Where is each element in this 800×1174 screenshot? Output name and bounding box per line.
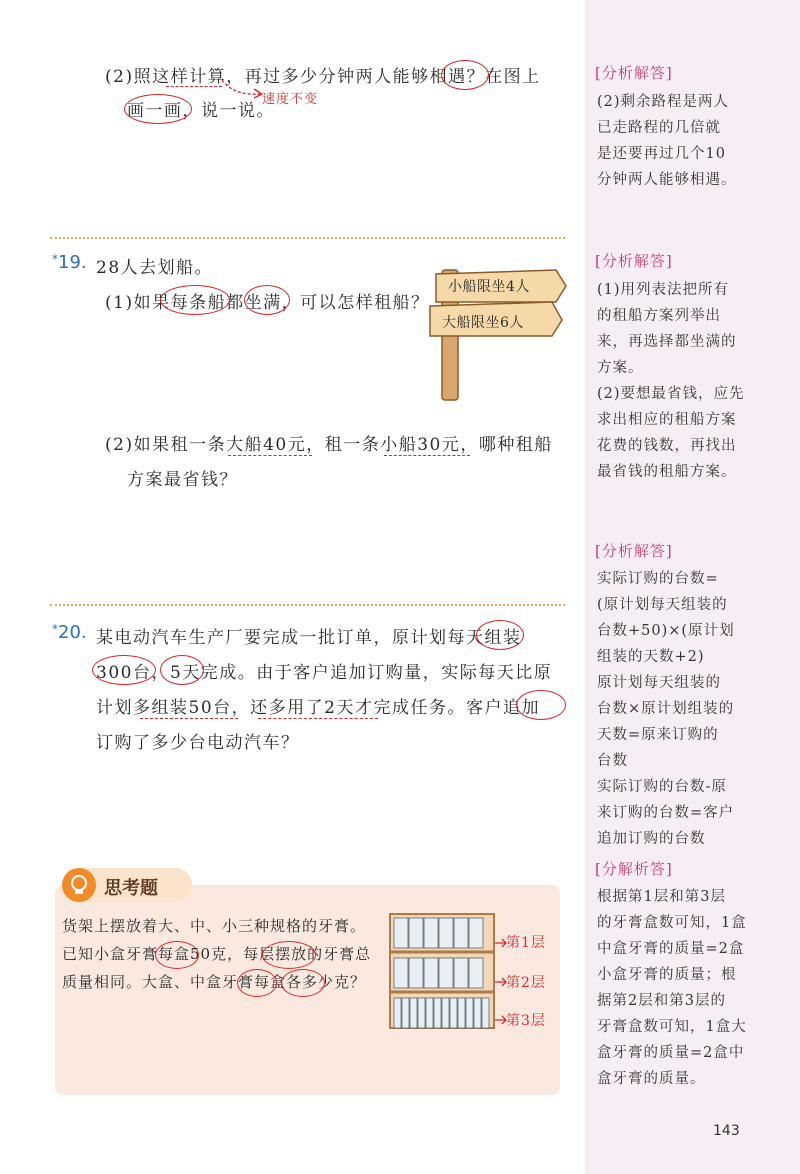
toothpaste-box <box>410 998 417 1028</box>
shelf-label-1: 第1层 <box>506 935 546 951</box>
toothpaste-box <box>434 998 441 1028</box>
sidebar-heading-2: [分析解答] <box>595 252 673 270</box>
question-19-part2-line1: (2)如果租一条大船40元，租一条小船30元，哪种租船 <box>105 435 553 455</box>
question-20-number: *20. <box>52 622 87 643</box>
question-20-line4: 订购了多少台电动汽车？ <box>96 733 300 753</box>
toothpaste-shelf-illustration <box>388 912 498 1032</box>
toothpaste-box <box>409 958 423 988</box>
circle-big-box <box>237 969 277 997</box>
toothpaste-box <box>474 998 481 1028</box>
toothpaste-box <box>394 918 408 948</box>
toothpaste-box <box>482 998 489 1028</box>
lightbulb-icon <box>62 868 96 902</box>
question-19-number: *19. <box>52 252 87 273</box>
circle-300 <box>92 655 156 685</box>
underline-calc <box>166 82 222 87</box>
toothpaste-box <box>424 918 438 948</box>
toothpaste-box <box>469 958 483 988</box>
toothpaste-box <box>466 998 473 1028</box>
sign-small-boat: 小船限坐4人 <box>448 279 530 295</box>
underline-small-boat <box>384 451 470 456</box>
thinking-text: 货架上摆放着大、中、小三种规格的牙膏。已知小盒牙膏每盒50克，每层摆放的牙膏总质量相同。大盒、中盒牙膏每盒各多少克？ <box>62 917 372 991</box>
toothpaste-box <box>394 958 408 988</box>
circle-meet <box>441 60 489 90</box>
toothpaste-box <box>394 998 401 1028</box>
circle-50g <box>262 941 316 969</box>
sidebar-text-2: (1)用列表法把所有 的租船方案列举出 来，再选择都坐满的 方案。 (2)要想最省钱，应先 求出相应的租船方案 花费的钱数，再找出 最省钱的租船方案。 <box>597 282 745 480</box>
shelf-arrows <box>494 936 508 1026</box>
sidebar-heading-1: [分析解答] <box>595 64 673 82</box>
circle-add <box>516 690 566 720</box>
thinking-title: 思考题 <box>104 878 158 899</box>
underline-big-boat <box>228 451 312 456</box>
toothpaste-box <box>442 998 449 1028</box>
annotation-speed: 速度不变 <box>262 92 319 107</box>
circle-full <box>244 285 290 315</box>
toothpaste-box <box>469 918 483 948</box>
annotation-arrow <box>220 78 266 100</box>
sidebar-heading-4: [分解析答] <box>595 860 673 878</box>
sidebar-text-1: (2)剩余路程是两人 已走路程的几倍就 是还要再过几个10 分钟两人能够相遇。 <box>597 94 737 188</box>
section-divider-2 <box>50 604 565 606</box>
toothpaste-box <box>424 958 438 988</box>
circle-each-boat <box>160 285 230 315</box>
sidebar-heading-3: [分析解答] <box>595 542 673 560</box>
circle-5days <box>160 655 204 685</box>
section-divider-1 <box>50 237 565 239</box>
sidebar-text-4: 根据第1层和第3层 的牙膏盒数可知，1盒 中盒牙膏的质量=2盒 小盒牙膏的质量；根 据第2层和第3层的 牙膏盒数可知，1盒大 盒牙膏的质量=2盒中 盒牙膏的质量。 <box>597 889 747 1087</box>
shelf-label-2: 第2层 <box>506 975 546 991</box>
prev-question-line1: (2)照这样计算，再过多少分钟两人能够相遇？在图上 <box>105 67 541 87</box>
question-20-line1: 某电动汽车生产厂要完成一批订单，原计划每天组装 <box>96 628 522 648</box>
toothpaste-box <box>402 998 409 1028</box>
question-19-title: 28人去划船。 <box>96 258 214 278</box>
underline-more-50 <box>140 714 238 719</box>
toothpaste-box <box>454 958 468 988</box>
toothpaste-box <box>458 998 465 1028</box>
toothpaste-box <box>426 998 433 1028</box>
circle-small-box <box>155 941 199 969</box>
toothpaste-box <box>439 958 453 988</box>
question-19-part1: (1)如果每条船都坐满，可以怎样租船？ <box>105 293 430 313</box>
page-number: 143 <box>713 1123 740 1139</box>
question-20-line3: 计划多组装50台，还多用了2天才完成任务。客户追加 <box>96 698 540 718</box>
toothpaste-box <box>454 918 468 948</box>
underline-2-days <box>258 714 378 719</box>
toothpaste-box <box>450 998 457 1028</box>
question-20-line2: 300台，5天完成。由于客户追加订购量，实际每天比原 <box>96 663 553 683</box>
sign-big-boat: 大船限坐6人 <box>442 315 524 331</box>
circle-each-day <box>476 620 524 650</box>
toothpaste-box <box>409 918 423 948</box>
prev-question-line2: 画一画，说一说。 <box>127 101 275 121</box>
toothpaste-box <box>418 998 425 1028</box>
circle-mid-box <box>281 969 325 997</box>
question-19-part2-line2: 方案最省钱？ <box>127 470 238 490</box>
toothpaste-box <box>439 918 453 948</box>
shelf-label-3: 第3层 <box>506 1013 546 1029</box>
circle-draw <box>124 94 192 124</box>
sidebar-text-3: 实际订购的台数= (原计划每天组装的 台数+50)×(原计划 组装的天数+2) 原计划每天组装的 台数×原计划组装的 天数=原来订购的 台数 实际订购的台数-原 来订购的台数=客户 追加订购的台数 <box>597 571 735 847</box>
